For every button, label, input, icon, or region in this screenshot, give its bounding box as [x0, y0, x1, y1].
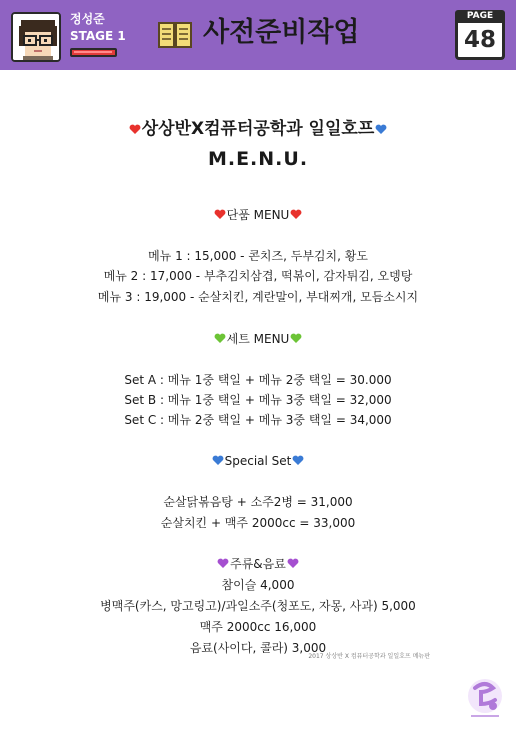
hp-bar	[70, 48, 117, 57]
page-label: PAGE	[455, 10, 505, 23]
menu-item: 순살닭볶음탕 + 소주2병 = 31,000	[163, 495, 353, 509]
purple-heart-icon	[217, 558, 229, 569]
menu-item: Set C : 메뉴 2중 택일 + 메뉴 3중 택일 = 34,000	[124, 413, 392, 427]
section-heading-set	[0, 330, 516, 347]
page-number-badge	[455, 10, 505, 60]
section-heading-text: 주류&음료	[230, 557, 286, 571]
menu-item: 메뉴 3 : 19,000 - 순살치킨, 계란말이, 부대찌개, 모듬소시지	[97, 290, 419, 304]
menu-item: 순살치킨 + 맥주 2000cc = 33,000	[160, 516, 356, 530]
green-heart-icon	[290, 333, 302, 344]
green-heart-icon	[214, 333, 226, 344]
section-heading-special	[0, 454, 516, 468]
section-heading-text: 단품 MENU	[226, 208, 290, 222]
blue-heart-icon	[375, 124, 387, 135]
red-heart-icon	[214, 209, 226, 220]
menu-item: 음료(사이다, 콜라) 3,000	[189, 641, 327, 655]
section-heading-text: 세트 MENU	[226, 332, 290, 346]
menu-item: 맥주 2000cc 16,000	[199, 620, 317, 634]
avatar	[11, 12, 61, 62]
menu-subtitle: M.E.N.U.	[207, 148, 309, 170]
red-heart-icon	[129, 124, 141, 135]
menu-item: 메뉴 1 : 15,000 - 콘치즈, 두부김치, 황도	[148, 249, 368, 263]
menu-item: 참이슬 4,000	[221, 578, 295, 592]
blue-heart-icon	[292, 455, 304, 466]
section-heading-text: Special Set	[224, 454, 292, 468]
purple-heart-icon	[287, 558, 299, 569]
menu-item: Set A : 메뉴 1중 택일 + 메뉴 2중 택일 = 30.000	[124, 373, 392, 387]
header-bar	[0, 0, 516, 70]
club-logo-icon	[463, 676, 507, 720]
menu-title	[0, 114, 516, 139]
menu-item: Set B : 메뉴 1중 택일 + 메뉴 3중 택일 = 32,000	[124, 393, 392, 407]
page-number: 48	[455, 23, 505, 60]
pixel-face-icon	[13, 14, 61, 62]
section-heading-drinks	[0, 555, 516, 572]
stage-label: STAGE 1	[70, 29, 126, 43]
open-book-icon	[158, 20, 192, 50]
menu-item: 메뉴 2 : 17,000 - 부추김치삼겹, 떡볶이, 감자튀김, 오뎅탕	[103, 269, 413, 283]
player-name: 정성준	[70, 12, 105, 26]
section-heading-single	[0, 206, 516, 223]
blue-heart-icon	[212, 455, 224, 466]
menu-item: 병맥주(카스, 망고링고)/과일소주(청포도, 자몽, 사과) 5,000	[100, 599, 416, 613]
player-info	[70, 12, 126, 44]
menu-title-text: 상상반X컴퓨터공학과 일일호프	[141, 119, 375, 139]
footer-caption: 2017 상상반 X 컴퓨터공학과 일일호프 메뉴판	[308, 653, 430, 660]
red-heart-icon	[290, 209, 302, 220]
page-title: 사전준비작업	[203, 17, 360, 48]
